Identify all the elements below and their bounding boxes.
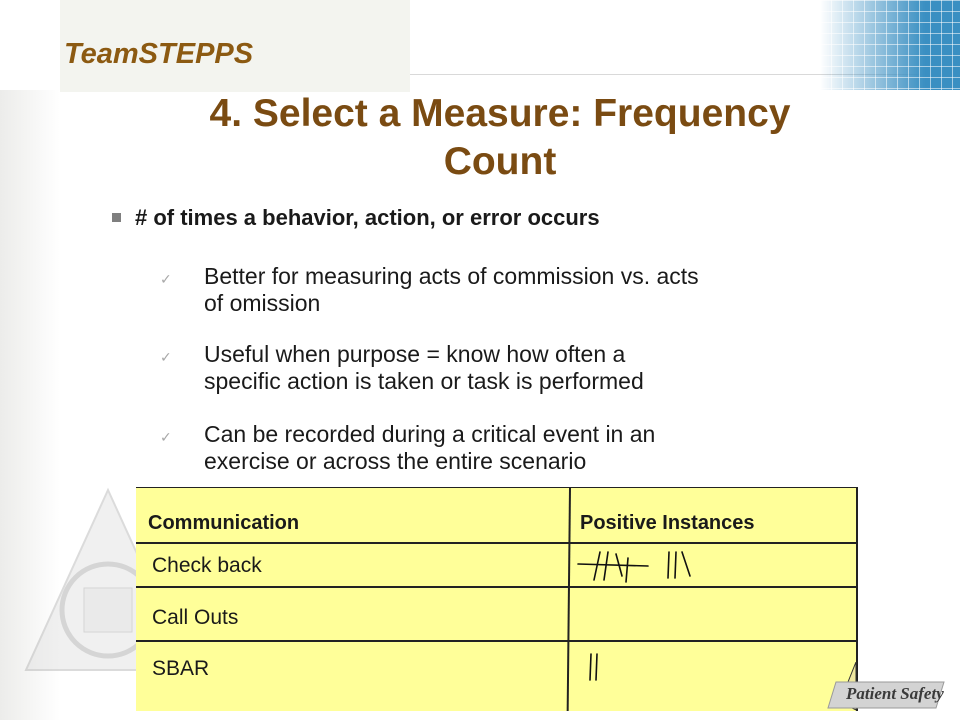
patient-safety-logo-text: Patient Safety xyxy=(846,684,944,703)
grid-decoration xyxy=(820,0,960,90)
sub-bullet-2-line-1: Useful when purpose = know how often a xyxy=(204,341,626,367)
sub-bullet-1-line-2: of omission xyxy=(204,290,321,316)
slide-title xyxy=(120,90,880,186)
tally-marks-sbar xyxy=(572,648,652,688)
brand-logo-text: TeamSTEPPS xyxy=(64,38,254,70)
main-bullet-text: # of times a behavior, action, or error occurs xyxy=(135,205,600,230)
column-header-positive-instances: Positive Instances xyxy=(580,512,755,534)
row-label-sbar: SBAR xyxy=(152,657,210,680)
slide-title-line-2: Count xyxy=(443,140,557,183)
checkmark-icon: ✓ xyxy=(160,350,172,366)
sub-bullet-1-line-1: Better for measuring acts of commission vs. acts xyxy=(204,263,699,289)
table-divider xyxy=(136,586,856,588)
square-bullet-icon xyxy=(112,213,121,222)
sub-bullet-2-line-2: specific action is taken or task is performed xyxy=(204,368,644,394)
sub-bullet-3-line-1: Can be recorded during a critical event in an xyxy=(204,421,656,447)
table-divider xyxy=(136,640,856,642)
checkmark-icon: ✓ xyxy=(160,430,172,446)
table-divider xyxy=(136,542,856,544)
frequency-count-table xyxy=(136,487,858,711)
row-label-call-outs: Call Outs xyxy=(152,606,239,629)
row-label-check-back: Check back xyxy=(152,554,262,577)
main-bullet xyxy=(112,205,600,231)
checkmark-icon: ✓ xyxy=(160,272,172,288)
column-header-communication: Communication xyxy=(148,512,300,534)
tally-marks-check-back xyxy=(572,546,732,590)
sub-bullet-3-line-2: exercise or across the entire scenario xyxy=(204,448,587,474)
slide-title-line-1: 4. Select a Measure: Frequency xyxy=(209,92,791,135)
column-divider xyxy=(567,488,571,711)
